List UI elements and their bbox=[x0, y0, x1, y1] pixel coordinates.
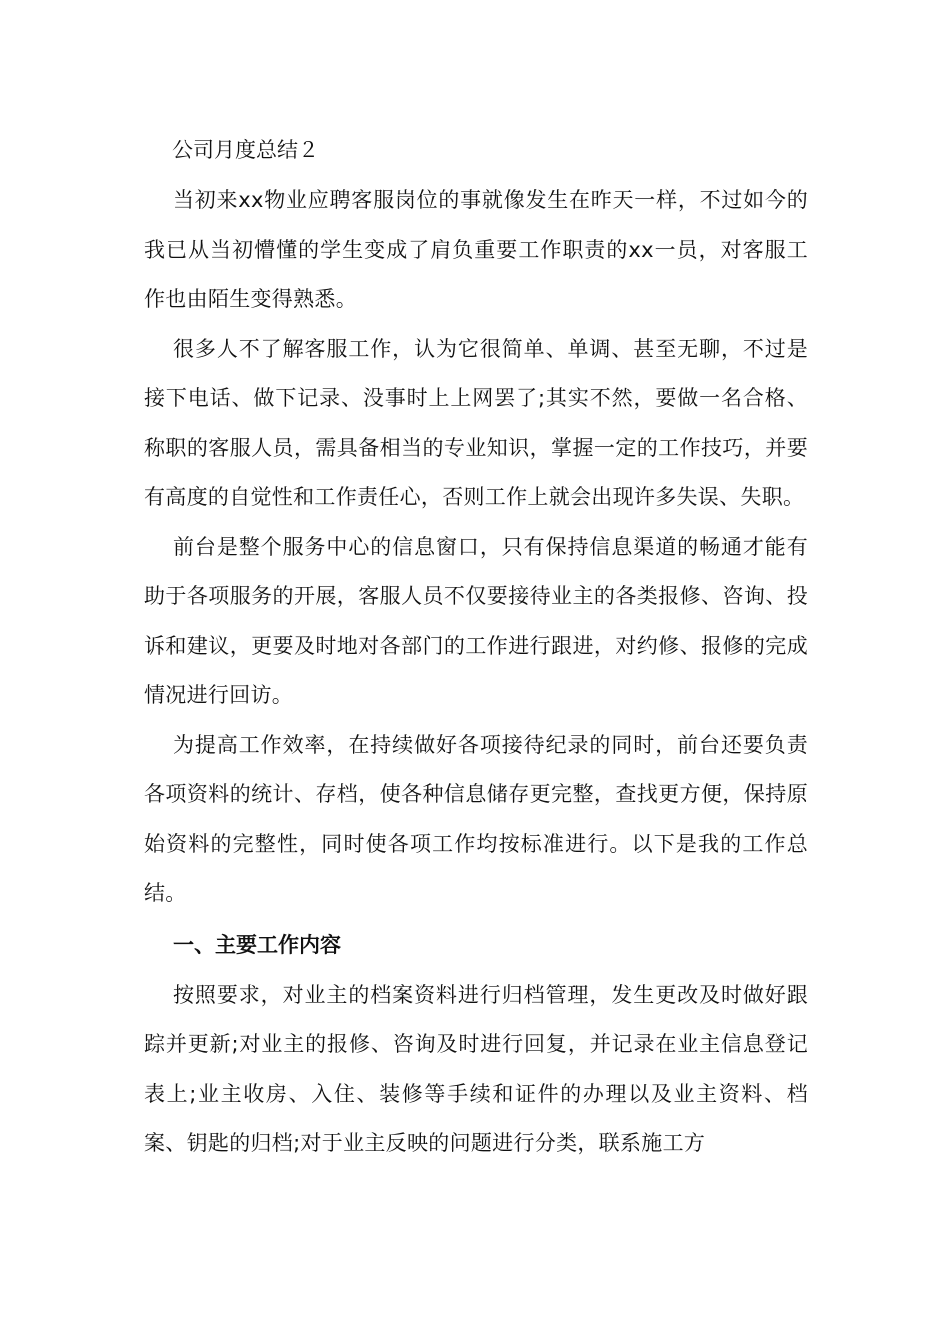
paragraph-efficiency: 为提高工作效率，在持续做好各项接待纪录的同时，前台还要负责各项资料的统计、存档，使各种信息储存更完整，查找更方便，保持原始资料的完整性，同时使各项工作均按标准进行。以下是我的工作总结。 bbox=[144, 732, 808, 905]
paragraph-front-desk: 前台是整个服务中心的信息窗口，只有保持信息渠道的畅通才能有助于各项服务的开展，客服人员不仅要接待业主的各类报修、咨询、投诉和建议，更要及时地对各部门的工作进行跟进，对约修、报修的完成情况进行回访。 bbox=[144, 534, 808, 707]
document-title: 公司月度总结２ bbox=[172, 138, 319, 162]
section-heading: 一、主要工作内容 bbox=[173, 932, 341, 957]
paragraph-intro: 当初来xx物业应聘客服岗位的事就像发生在昨天一样，不过如今的我已从当初懵懂的学生变成了肩负重要工作职责的xx一员，对客服工作也由陌生变得熟悉。 bbox=[144, 188, 808, 311]
paragraph-main-work: 按照要求，对业主的档案资料进行归档管理，发生更改及时做好跟踪并更新;对业主的报修、咨询及时进行回复，并记录在业主信息登记表上;业主收房、入住、装修等手续和证件的办理以及业主资料、档案、钥匙的归档;对于业主反映的问题进行分类，联系施工方 bbox=[144, 982, 808, 1155]
paragraph-misconception: 很多人不了解客服工作，认为它很简单、单调、甚至无聊，不过是接下电话、做下记录、没事时上上网罢了;其实不然，要做一名合格、称职的客服人员，需具备相当的专业知识，掌握一定的工作技巧，并要有高度的自觉性和工作责任心，否则工作上就会出现许多失误、失职。 bbox=[144, 336, 808, 509]
document-page bbox=[144, 124, 808, 1169]
